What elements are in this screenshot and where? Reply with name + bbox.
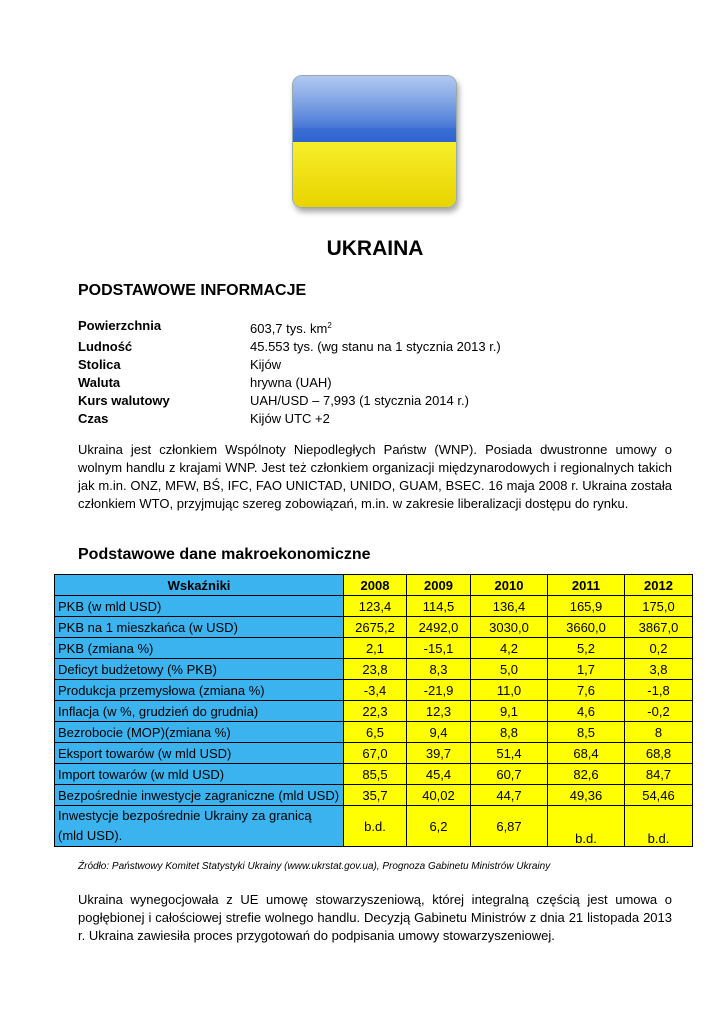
table-row (55, 785, 693, 806)
row-value: 4,2 (471, 638, 548, 659)
row-label: PKB na 1 mieszkańca (w USD) (55, 617, 344, 638)
row-value: 9,4 (407, 722, 471, 743)
row-value: 6,2 (407, 806, 471, 847)
row-label: Bezrobocie (MOP)(zmiana %) (55, 722, 344, 743)
table-row (55, 659, 693, 680)
table-row (55, 743, 693, 764)
row-value: 67,0 (344, 743, 407, 764)
table-row (55, 806, 693, 847)
header-year: 2010 (471, 575, 548, 596)
row-value: 123,4 (344, 596, 407, 617)
row-value: 51,4 (471, 743, 548, 764)
row-value: b.d. (625, 806, 693, 847)
ukraine-flag-icon (292, 75, 457, 208)
row-value: 7,6 (548, 680, 625, 701)
row-value: 22,3 (344, 701, 407, 722)
row-value: 5,2 (548, 638, 625, 659)
intro-paragraph: Ukraina jest członkiem Wspólnoty Niepodległych Państw (WNP). Posiada dwustronne umowy o wolnym handlu z krajami WNP. Jest też członkiem organizacji międzynarodowych i regionalnych takich jak m.in. ONZ, MFW, BŚ, IFC, FAO UNICTAD, UNIDO, GUAM, BSEC. 16 maja 2008 r. Ukraina została członkiem WTO, przyjmując szereg zobowiązań, m.in. w zakresie liberalizacji dostępu do rynku. (78, 442, 672, 511)
row-value: 5,0 (471, 659, 548, 680)
table-row (55, 680, 693, 701)
row-value: 3660,0 (548, 617, 625, 638)
info-value: 603,7 tys. $km^2$ (250, 321, 332, 336)
info-value: 45.553 tys. (wg stanu na 1 stycznia 2013 r.) (250, 339, 501, 354)
row-value: 3867,0 (625, 617, 693, 638)
row-value: 45,4 (407, 764, 471, 785)
row-value: 6,5 (344, 722, 407, 743)
row-value: 6,87 (471, 806, 548, 847)
row-value: 68,8 (625, 743, 693, 764)
header-year: 2011 (548, 575, 625, 596)
row-value: -15,1 (407, 638, 471, 659)
row-value: 8,8 (471, 722, 548, 743)
row-value: -3,4 (344, 680, 407, 701)
row-value: 175,0 (625, 596, 693, 617)
info-row (78, 410, 501, 428)
row-value: 165,9 (548, 596, 625, 617)
row-value: 35,7 (344, 785, 407, 806)
macro-table (54, 574, 693, 847)
row-value: 8,5 (548, 722, 625, 743)
row-value: 3,8 (625, 659, 693, 680)
row-value: -0,2 (625, 701, 693, 722)
info-key: Waluta (78, 375, 121, 390)
row-label: Import towarów (w mld USD) (55, 764, 344, 785)
row-label: Inwestycje bezpośrednie Ukrainy za granicą (mld USD). (55, 806, 344, 847)
row-value: 1,7 (548, 659, 625, 680)
row-value: 84,7 (625, 764, 693, 785)
info-key: Czas (78, 411, 109, 426)
row-value: 44,7 (471, 785, 548, 806)
row-value: 85,5 (344, 764, 407, 785)
row-value: 8,3 (407, 659, 471, 680)
row-value: 2492,0 (407, 617, 471, 638)
row-value: -1,8 (625, 680, 693, 701)
table-row (55, 722, 693, 743)
info-value: UAH/USD – 7,993 (1 stycznia 2014 r.) (250, 393, 469, 408)
row-value: 23,8 (344, 659, 407, 680)
row-value: 12,3 (407, 701, 471, 722)
row-value: b.d. (548, 806, 625, 847)
table-row (55, 596, 693, 617)
row-label: Inflacja (w %, grudzień do grudnia) (55, 701, 344, 722)
row-label: Eksport towarów (w mld USD) (55, 743, 344, 764)
info-key: Stolica (78, 357, 121, 372)
info-value: Kijów (250, 357, 282, 372)
closing-paragraph: Ukraina wynegocjowała z UE umowę stowarzyszeniową, której integralną częścią jest umowa o pogłębionej i całościowej strefie wolnego handlu. Decyzją Gabinetu Ministrów z dnia 21 listopada 2013 r. Ukraina zawiesiła proces przygotowań do podpisania umowy stowarzyszeniowej. (78, 892, 672, 943)
row-value: b.d. (344, 806, 407, 847)
row-label: Produkcja przemysłowa (zmiana %) (55, 680, 344, 701)
info-row (78, 338, 501, 356)
row-label: PKB (w mld USD) (55, 596, 344, 617)
row-value: 4,6 (548, 701, 625, 722)
row-value: 68,4 (548, 743, 625, 764)
table-row (55, 764, 693, 785)
row-value: 114,5 (407, 596, 471, 617)
section-heading-basic-info: PODSTAWOWE INFORMACJE (78, 282, 307, 299)
info-value: hrywna (UAH) (250, 375, 332, 390)
row-label: Deficyt budżetowy (% PKB) (55, 659, 344, 680)
row-value: 8 (625, 722, 693, 743)
row-value: 9,1 (471, 701, 548, 722)
info-row (78, 374, 501, 392)
row-value: 54,46 (625, 785, 693, 806)
info-key: Ludność (78, 339, 133, 354)
header-year: 2012 (625, 575, 693, 596)
row-value: -21,9 (407, 680, 471, 701)
row-value: 49,36 (548, 785, 625, 806)
row-value: 40,02 (407, 785, 471, 806)
row-value: 11,0 (471, 680, 548, 701)
header-indicators: Wskaźniki (55, 575, 344, 596)
table-row (55, 701, 693, 722)
row-value: 0,2 (625, 638, 693, 659)
page-title: UKRAINA (326, 237, 424, 260)
header-year: 2009 (407, 575, 471, 596)
source-note: Źródło: Państwowy Komitet Statystyki Ukrainy (www.ukrstat.gov.ua), Prognoza Gabinetu Ministrów Ukrainy (78, 861, 551, 872)
row-label: Bezpośrednie inwestycje zagraniczne (mld USD) (55, 785, 344, 806)
info-key: Powierzchnia (78, 318, 162, 333)
info-row (78, 392, 501, 410)
row-value: 82,6 (548, 764, 625, 785)
row-label: PKB (zmiana %) (55, 638, 344, 659)
row-value: 60,7 (471, 764, 548, 785)
info-row (78, 356, 501, 374)
table-row (55, 638, 693, 659)
info-key: Kurs walutowy (78, 393, 170, 408)
row-value: 2675,2 (344, 617, 407, 638)
basic-info-list (78, 317, 501, 428)
header-year: 2008 (344, 575, 407, 596)
row-value: 3030,0 (471, 617, 548, 638)
info-row (78, 317, 501, 338)
row-value: 2,1 (344, 638, 407, 659)
row-value: 136,4 (471, 596, 548, 617)
table-row (55, 617, 693, 638)
section-heading-macro: Podstawowe dane makroekonomiczne (78, 546, 371, 563)
table-header-row (55, 575, 693, 596)
info-value: Kijów UTC +2 (250, 411, 330, 426)
row-value: 39,7 (407, 743, 471, 764)
